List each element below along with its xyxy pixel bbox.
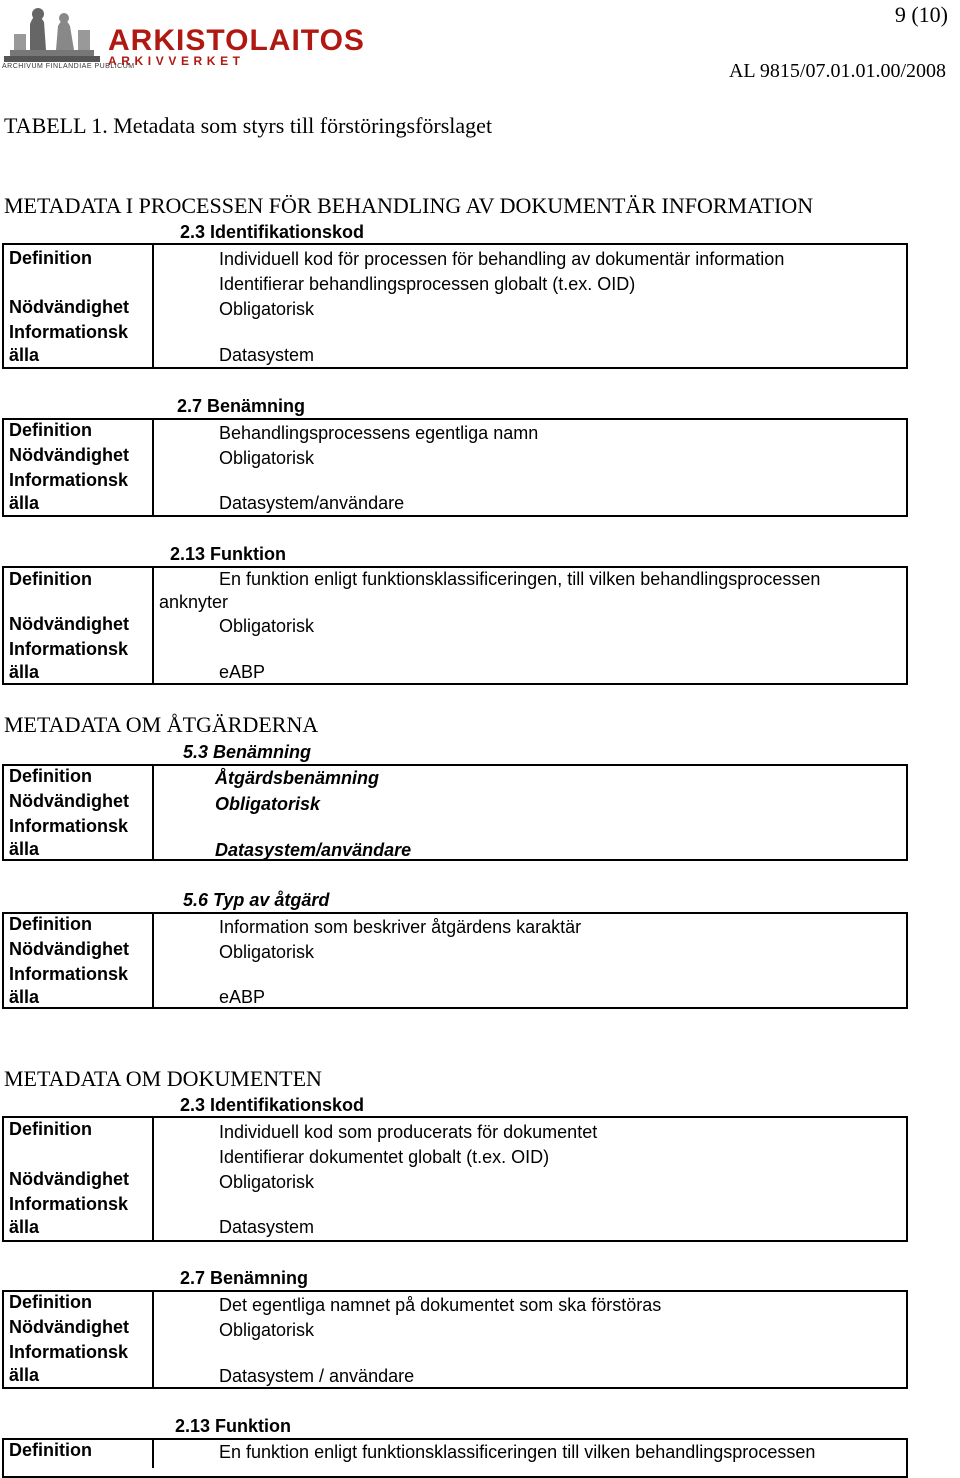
table-title: TABELL 1. Metadata som styrs till förstöringsförslaget (4, 113, 493, 138)
label-source: Informationsk (9, 964, 129, 984)
source-value: eABP (219, 662, 266, 682)
label-source-cont: älla (9, 345, 40, 365)
logo-subtitle: ARKIVVERKET (108, 54, 245, 68)
definition-value: Information som beskriver åtgärdens karaktär (219, 917, 582, 937)
logo-wordmark: ARKISTOLAITOS (108, 24, 365, 57)
column-divider (152, 1290, 154, 1389)
section-heading-process: METADATA I PROCESSEN FÖR BEHANDLING AV DOKUMENTÄR INFORMATION (4, 193, 814, 218)
definition-value-cont: anknyter (159, 592, 229, 612)
label-definition: Definition (9, 1292, 92, 1312)
column-divider (152, 1116, 154, 1242)
necessity-value: Obligatorisk (219, 448, 315, 468)
definition-value: En funktion enligt funktionsklassificeringen, till vilken behandlingsprocessen (219, 569, 821, 589)
logo-motto: ARCHIVUM FINLANDIAE PUBLICUM (2, 63, 135, 70)
necessity-value: Obligatorisk (219, 1320, 315, 1340)
label-definition: Definition (9, 766, 92, 786)
block-title-document-ident: 2.3 Identifikationskod (180, 1095, 365, 1115)
block-title-document-function: 2.13 Funktion (175, 1416, 292, 1436)
archive-seal-icon (0, 0, 104, 72)
necessity-value: Obligatorisk (219, 942, 315, 962)
arkistolaitos-logo (0, 0, 365, 72)
column-divider (152, 1438, 154, 1468)
document-reference: AL 9815/07.01.01.00/2008 (728, 60, 946, 82)
label-definition: Definition (9, 1440, 92, 1460)
definition-value: Åtgärdsbenämning (215, 768, 380, 788)
label-source-cont: älla (9, 1217, 40, 1237)
source-value: Datasystem/användare (219, 493, 405, 513)
definition-value: Individuell kod som producerats för dokumentet (219, 1122, 598, 1142)
definition-value-cont: Identifierar behandlingsprocessen globalt (t.ex. OID) (219, 274, 636, 294)
source-value: Datasystem (219, 345, 315, 365)
label-necessity: Nödvändighet (9, 297, 129, 317)
label-necessity: Nödvändighet (9, 791, 129, 811)
necessity-value: Obligatorisk (215, 794, 321, 814)
label-definition: Definition (9, 569, 92, 589)
necessity-value: Obligatorisk (219, 299, 315, 319)
label-source: Informationsk (9, 1194, 129, 1214)
metadata-box-action-name (2, 764, 908, 861)
label-necessity: Nödvändighet (9, 445, 129, 465)
label-necessity: Nödvändighet (9, 1169, 129, 1189)
block-title-document-name: 2.7 Benämning (180, 1268, 309, 1288)
definition-value-cont: Identifierar dokumentet globalt (t.ex. OID) (219, 1147, 550, 1167)
label-definition: Definition (9, 1119, 92, 1139)
label-source: Informationsk (9, 322, 129, 342)
source-value: Datasystem / användare (219, 1366, 415, 1386)
source-value: eABP (219, 987, 266, 1007)
necessity-value: Obligatorisk (219, 616, 315, 636)
necessity-value: Obligatorisk (219, 1172, 315, 1192)
label-source-cont: älla (9, 493, 40, 513)
column-divider (152, 243, 154, 369)
label-source: Informationsk (9, 470, 129, 490)
label-source: Informationsk (9, 816, 129, 836)
label-necessity: Nödvändighet (9, 614, 129, 634)
column-divider (152, 418, 154, 517)
block-title-process-ident: 2.3 Identifikationskod (180, 222, 365, 242)
label-source-cont: älla (9, 1365, 40, 1385)
definition-value: Det egentliga namnet på dokumentet som ska förstöras (219, 1295, 662, 1315)
section-heading-documents: METADATA OM DOKUMENTEN (4, 1066, 322, 1091)
definition-value: Behandlingsprocessens egentliga namn (219, 423, 539, 443)
label-source: Informationsk (9, 1342, 129, 1362)
source-value: Datasystem/användare (215, 840, 412, 860)
block-title-action-name: 5.3 Benämning (183, 742, 312, 762)
page-number: 9 (10) (894, 2, 948, 27)
label-definition: Definition (9, 420, 92, 440)
column-divider (152, 764, 154, 861)
label-necessity: Nödvändighet (9, 1317, 129, 1337)
label-source-cont: älla (9, 987, 40, 1007)
label-source-cont: älla (9, 839, 40, 859)
definition-value: En funktion enligt funktionsklassificeringen till vilken behandlingsprocessen (219, 1442, 816, 1462)
block-title-process-name: 2.7 Benämning (177, 396, 306, 416)
label-definition: Definition (9, 914, 92, 934)
definition-value: Individuell kod för processen för behandling av dokumentär information (219, 249, 785, 269)
label-source: Informationsk (9, 639, 129, 659)
label-definition: Definition (9, 248, 92, 268)
source-value: Datasystem (219, 1217, 315, 1237)
column-divider (152, 566, 154, 685)
block-title-action-type: 5.6 Typ av åtgärd (183, 890, 330, 910)
label-necessity: Nödvändighet (9, 939, 129, 959)
label-source-cont: älla (9, 662, 40, 682)
block-title-process-function: 2.13 Funktion (170, 544, 287, 564)
column-divider (152, 912, 154, 1009)
section-heading-actions: METADATA OM ÅTGÄRDERNA (4, 712, 319, 737)
